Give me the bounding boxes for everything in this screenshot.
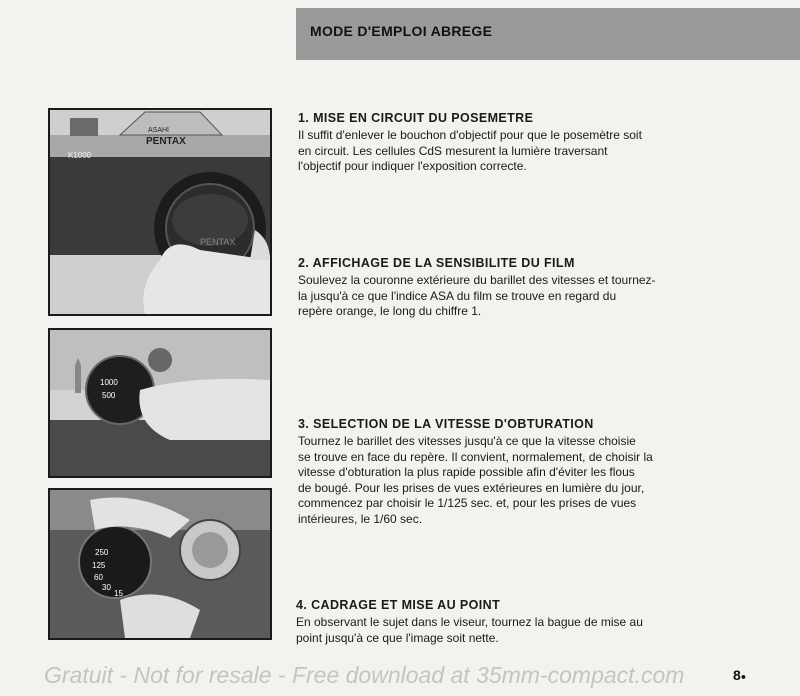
section-body (296, 615, 756, 646)
section-title: 2. AFFICHAGE DE LA SENSIBILITE DU FILM (298, 256, 575, 270)
dial-label-60: 60 (94, 573, 103, 582)
text-line: Soulevez la couronne extérieure du barillet des vitesses et tournez- (298, 273, 656, 287)
camera-photo-2 (50, 330, 270, 476)
section-body (298, 434, 758, 527)
section-body (298, 128, 758, 175)
photo-lens-cap-removal (48, 108, 272, 316)
section-light-meter (298, 111, 758, 175)
section-title: 1. MISE EN CIRCUIT DU POSEMETRE (298, 111, 534, 125)
header-band (296, 8, 800, 60)
lens-cap-text: PENTAX (200, 237, 236, 247)
dial-label-250: 250 (95, 548, 109, 557)
dial-label-500: 500 (102, 391, 116, 400)
camera-name-text: PENTAX (146, 136, 186, 147)
camera-photo-3 (50, 490, 270, 638)
section-shutter-speed (298, 417, 758, 527)
text-line: En observant le sujet dans le viseur, tournez la bague de mise au (296, 615, 643, 629)
camera-model-text: K1000 (68, 151, 92, 160)
section-film-speed (298, 256, 758, 320)
text-line: en circuit. Les cellules CdS mesurent la lumière traversant (298, 143, 608, 158)
watermark-text: Gratuit - Not for resale - Free download at 35mm-compact.com (44, 662, 685, 688)
section-focusing (296, 598, 756, 646)
text-line: Tournez le barillet des vitesses jusqu'à ce que la vitesse choisie (298, 434, 636, 448)
text-line: se trouve en face du repère. Il convient, normalement, de choisir la (298, 449, 653, 464)
page-number (733, 667, 746, 683)
text-line: vitesse d'obturation la plus rapide possible afin d'éviter les flous (298, 465, 635, 479)
page-number-value: 8 (733, 667, 741, 683)
page-title: MODE D'EMPLOI ABREGE (310, 23, 493, 39)
dial-label-1000: 1000 (100, 378, 118, 387)
text-line: point jusqu'à ce que l'image soit nette. (296, 630, 499, 645)
camera-brand-text: ASAHI (148, 127, 170, 134)
text-line: intérieures, le 1/60 sec. (298, 511, 423, 526)
camera-photo-1 (50, 110, 270, 314)
text-line: la jusqu'à ce que l'indice ASA du film se trouve en regard du (298, 288, 617, 303)
photo-film-speed-dial (48, 328, 272, 478)
text-line: repère orange, le long du chiffre 1. (298, 304, 482, 318)
dial-label-15: 15 (114, 589, 123, 598)
dial-label-125: 125 (92, 561, 106, 570)
photo-shutter-speed-dial (48, 488, 272, 640)
text-line: l'objectif pour indiquer l'exposition correcte. (298, 159, 527, 173)
text-line: commencez par choisir le 1/125 sec. et, pour les prises de vues (298, 496, 637, 510)
section-title: 3. SELECTION DE LA VITESSE D'OBTURATION (298, 417, 594, 431)
bullet-icon: ● (740, 671, 747, 682)
section-body (298, 273, 758, 320)
text-line: Il suffit d'enlever le bouchon d'objectif pour que le posemètre soit (298, 128, 642, 142)
text-line: de bougé. Pour les prises de vues extérieures en lumière du jour, (298, 480, 645, 495)
dial-label-30: 30 (102, 583, 111, 592)
section-title: 4. CADRAGE ET MISE AU POINT (296, 598, 501, 612)
